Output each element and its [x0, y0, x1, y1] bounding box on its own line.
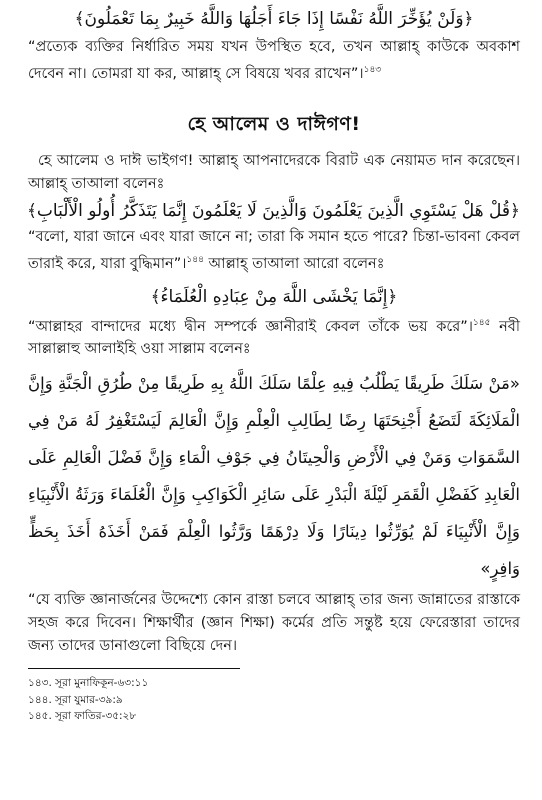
paragraph-3: [28, 226, 520, 276]
footnote-ref-143[interactable]: ১৪৩: [363, 65, 382, 75]
quran-verse-2: ﴿قُلْ هَلْ يَسْتَوِي الَّذِينَ يَعْلَمُونَ وَالَّذِينَ لَا يَعْلَمُونَ إِنَّمَا يَتَذَكَّرُ أُولُو الْأَلْبَابِ﴾: [26, 200, 520, 221]
hadith-text: «مَنْ سَلَكَ طَرِيقًا يَطْلُبُ فِيهِ عِلْمًا سَلَكَ اللَّهُ بِهِ طَرِيقًا مِنْ طُرُقِ الْجَنَّةِ وَإِنَّ الْمَلَائِكَةَ لَتَضَعُ أَجْنِحَتَهَا رِضًا لِطَالِبِ الْعِلْمِ وَإِنَّ الْعَالِمَ لَيَسْتَغْفِرُ لَهُ مَنْ فِي السَّمَوَاتِ وَمَنْ فِي الْأَرْضِ وَالْحِيتَانُ فِي جَوْفِ الْمَاءِ وَإِنَّ فَضْلَ الْعَالِمِ عَلَى الْعَابِدِ كَفَضْلِ الْقَمَرِ لَيْلَةَ الْبَدْرِ عَلَى سَائِرِ الْكَوَاكِبِ وَإِنَّ الْعُلَمَاءَ وَرَثَةُ الْأَنْبِيَاءِ وَإِنَّ الْأَنْبِيَاءَ لَمْ يُوَرِّثُوا دِينَارًا وَلَا دِرْهَمًا وَرَّثُوا الْعِلْمَ فَمَنْ أَخَذَهُ أَخَذَ بِحَظٍّ وَافِرٍ»: [28, 374, 520, 579]
paragraph-4-text: “আল্লাহর বান্দাদের মধ্যে দ্বীন সম্পর্কে জ্ঞানীরাই কেবল তাঁকে ভয় করে”।: [28, 318, 473, 335]
paragraph-3-text: “বলো, যারা জানে এবং যারা জানে না; তারা কি সমান হতে পারে? চিন্তা-ভাবনা কেবল তারাই করে, যারা বুদ্ধিমান”।: [28, 228, 520, 272]
paragraph-3-tail: আল্লাহ্‌ তাআলা আরো বলেনঃ: [203, 255, 385, 272]
paragraph-4: [28, 312, 520, 362]
footnote-ref-145[interactable]: ১৪৫: [472, 317, 491, 328]
footnote-divider: [28, 668, 240, 669]
paragraph-2: হে আলেম ও দাঈ ভাইগণ! আল্লাহ্‌ আপনাদেরকে বিরাট এক নেয়ামত দান করেছেন। আল্লাহ্‌ তাআলা বলেনঃ: [28, 152, 520, 192]
paragraph-1: [28, 36, 520, 86]
section-heading: হে আলেম ও দাঈগণ!: [187, 112, 361, 135]
paragraph-4-tail: নবী সাল্লাল্লাহু আলাইহি ওয়া সাল্লাম বলেনঃ: [28, 318, 520, 358]
footnote-143: ১৪৩. সূরা মুনাফিকূন-৬৩:১১: [28, 677, 149, 690]
quran-verse-3: ﴿إِنَّمَا يَخْشَى اللَّهَ مِنْ عِبَادِهِ الْعُلَمَاءُ﴾: [150, 286, 398, 307]
paragraph-5: “যে ব্যক্তি জ্ঞানার্জনের উদ্দেশ্যে কোন রাস্তা চলবে আল্লাহ্‌ তার জন্য জান্নাতের রাস্তাকে সহজ করে দিবেন। শিক্ষার্থীর (জ্ঞান শিক্ষা) কর্মের প্রতি সন্তুষ্ট হয়ে ফেরেস্তারা তাদের জন্য তাদের ডানাগুলো বিছিয়ে দেন।: [28, 592, 520, 655]
quran-verse-1: ﴿وَلَنْ يُؤَخِّرَ اللَّهُ نَفْسًا إِذَا جَاءَ أَجَلُهَا وَاللَّهُ خَبِيرٌ بِمَا تَعْمَلُونَ﴾: [74, 9, 474, 29]
footnote-144: ১৪৪. সূরা যুমার-৩৯:৯: [28, 693, 123, 706]
paragraph-1-text: “প্রত্যেক ব্যক্তির নির্ধারিত সময় যখন উপস্থিত হবে, তখন আল্লাহ্‌ কাউকে অবকাশ দেবেন না। তোমরা যা কর, আল্লাহ্‌ সে বিষয়ে খবর রাখেন”।: [28, 39, 520, 82]
book-page: [28, 6, 520, 725]
footnote-145: ১৪৫. সূরা ফাতির-৩৫:২৮: [28, 710, 137, 723]
footnote-ref-144[interactable]: ১৪৪: [186, 254, 204, 265]
